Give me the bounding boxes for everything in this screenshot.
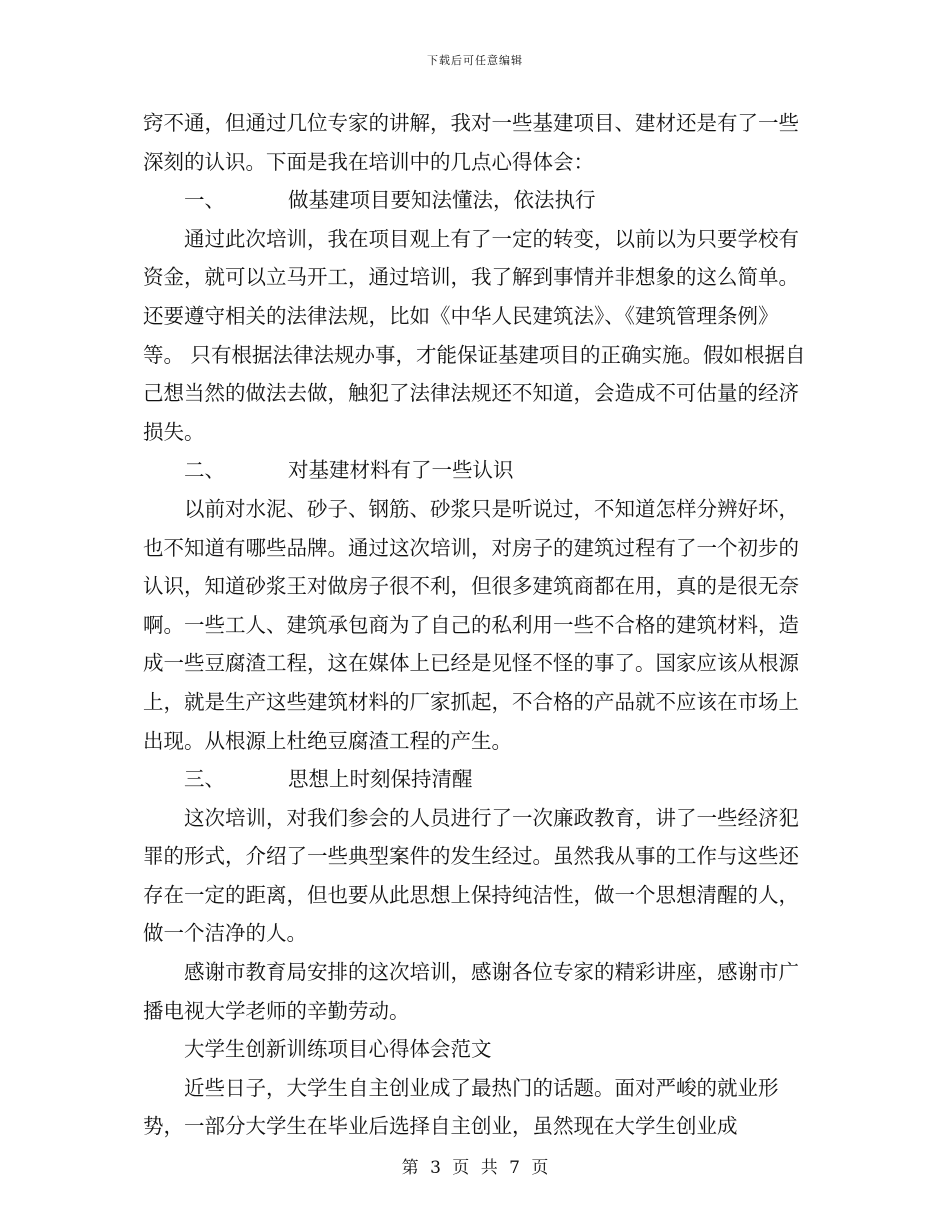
paragraph: 感谢市教育局安排的这次培训，感谢各位专家的精彩讲座，感谢市广播电视大学老师的辛勤劳动。 — [143, 960, 799, 1023]
section-heading-1 — [143, 181, 807, 220]
article-title: 大学生创新训练项目心得体会范文 — [184, 1037, 492, 1062]
paragraph: 以前对水泥、砂子、钢筋、砂浆只是听说过，不知道怎样分辨好坏，也不知道有哪些品牌。通过这次培训，对房子的建筑过程有了一个初步的认识，知道砂浆王对做房子很不利，但很多建筑商都在用，真的是很无奈啊。一些工人、建筑承包商为了自己的私利用一些不合格的建筑材料，造成一些豆腐渣工程，这在媒体上已经是见怪不怪的事了。国家应该从根源上，就是生产这些建筑材料的厂家抓起，不合格的产品就不应该在市场上出现。从根源上杜绝豆腐渣工程的产生。 — [143, 496, 799, 753]
page-footer: 第 3 页 共 7 页 — [401, 1158, 549, 1178]
section-title: 对基建材料有了一些认识 — [288, 458, 514, 483]
paragraph: 通过此次培训，我在项目观上有了一定的转变，以前以为只要学校有资金，就可以立马开工，通过培训，我了解到事情并非想象的这么简单。还要遵守相关的法律法规，比如《中华人民建筑法》、《建筑管理条例》等。 只有根据法律法规办事，才能保证基建项目的正确实施。假如根据自己想当然的做法去做，触犯了法律法规还不知道，会造成不可估量的经济损失。 — [143, 226, 806, 444]
page-header: 下载后可任意编辑 — [427, 54, 523, 67]
paragraph: 这次培训，对我们参会的人员进行了一次廉政教育，讲了一些经济犯罪的形式，介绍了一些典型案件的发生经过。虽然我从事的工作与这些还存在一定的距离，但也要从此思想上保持纯洁性，做一个思想清醒的人，做一个洁净的人。 — [143, 805, 799, 946]
paragraph-continuation: 窍不通，但通过几位专家的讲解，我对一些基建项目、建材还是有了一些深刻的认识。下面是我在培训中的几点心得体会： — [143, 111, 799, 174]
section-number: 二、 — [184, 458, 225, 483]
paragraph: 近些日子，大学生自主创业成了最热门的话题。面对严峻的就业形势，一部分大学生在毕业后选择自主创业，虽然现在大学生创业成 — [143, 1075, 779, 1139]
section-title: 做基建项目要知法懂法，依法执行 — [288, 188, 596, 213]
section-number: 一、 — [184, 188, 225, 213]
document-body — [143, 104, 807, 1146]
section-title: 思想上时刻保持清醒 — [288, 767, 473, 792]
section-heading-2 — [143, 451, 807, 490]
section-number: 三、 — [184, 767, 225, 792]
section-heading-3 — [143, 760, 807, 799]
